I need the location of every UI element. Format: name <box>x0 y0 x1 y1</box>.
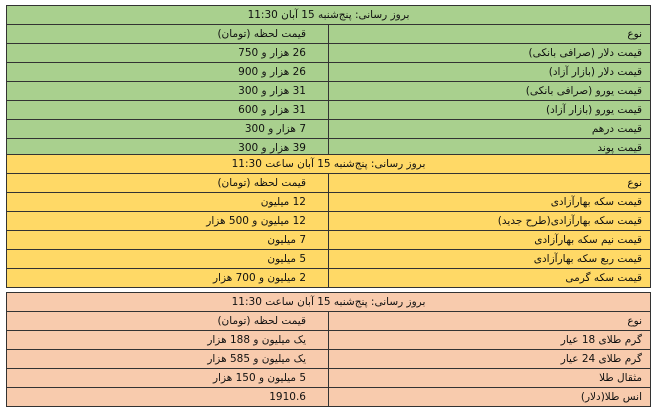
column-header-price: قیمت لحظه (تومان) <box>7 312 329 331</box>
table-row <box>7 250 651 269</box>
item-price: 5 میلیون و 150 هزار <box>7 369 329 388</box>
column-header-price: قیمت لحظه (تومان) <box>7 174 329 193</box>
item-type: قیمت درهم <box>329 120 651 139</box>
column-header-type: نوع <box>329 174 651 193</box>
item-price: یک میلیون و 188 هزار <box>7 331 329 350</box>
table-row <box>7 63 651 82</box>
table-header-row <box>7 312 651 331</box>
item-price: یک میلیون و 585 هزار <box>7 350 329 369</box>
item-price: 31 هزار و 300 <box>7 82 329 101</box>
item-type: انس طلا(دلار) <box>329 388 651 407</box>
item-price: 26 هزار و 900 <box>7 63 329 82</box>
table-row <box>7 350 651 369</box>
item-price: 7 میلیون <box>7 231 329 250</box>
item-type: قیمت دلار (بازار آزاد) <box>329 63 651 82</box>
item-type: قیمت ربع سکه بهارآزادی <box>329 250 651 269</box>
item-price: 1910.6 <box>7 388 329 407</box>
currency-price-table <box>6 5 651 158</box>
item-price: 26 هزار و 750 <box>7 44 329 63</box>
update-time-title: بروز رسانی: پنج‌شنبه 15 آبان ساعت 11:30 <box>7 155 651 174</box>
table-row <box>7 269 651 288</box>
update-time-title: بروز رسانی: پنج‌شنبه 15 آبان ساعت 11:30 <box>7 293 651 312</box>
item-price: 2 میلیون و 700 هزار <box>7 269 329 288</box>
item-type: قیمت نیم سکه بهارآزادی <box>329 231 651 250</box>
item-type: قیمت سکه بهارآزادی <box>329 193 651 212</box>
gold-price-table <box>6 292 651 407</box>
item-type: قیمت سکه گرمی <box>329 269 651 288</box>
table-title-row <box>7 293 651 312</box>
table-title-row <box>7 6 651 25</box>
table-header-row <box>7 25 651 44</box>
item-type: قیمت سکه بهارآزادی(طرح جدید) <box>329 212 651 231</box>
item-price: 5 میلیون <box>7 250 329 269</box>
item-type: قیمت پوند <box>329 139 651 158</box>
item-price: 12 میلیون <box>7 193 329 212</box>
item-price: 39 هزار و 300 <box>7 139 329 158</box>
table-row <box>7 101 651 120</box>
item-price: 12 میلیون و 500 هزار <box>7 212 329 231</box>
column-header-type: نوع <box>329 25 651 44</box>
item-type: مثقال طلا <box>329 369 651 388</box>
item-type: قیمت یورو (بازار آزاد) <box>329 101 651 120</box>
item-price: 31 هزار و 600 <box>7 101 329 120</box>
item-price: 7 هزار و 300 <box>7 120 329 139</box>
item-type: قیمت دلار (صرافی بانکی) <box>329 44 651 63</box>
column-header-price: قیمت لحظه (تومان) <box>7 25 329 44</box>
table-header-row <box>7 174 651 193</box>
table-title-row <box>7 155 651 174</box>
column-header-type: نوع <box>329 312 651 331</box>
table-row <box>7 369 651 388</box>
table-row <box>7 82 651 101</box>
update-time-title: بروز رسانی: پنج‌شنبه 15 آبان 11:30 <box>7 6 651 25</box>
coin-price-table <box>6 154 651 288</box>
table-row <box>7 331 651 350</box>
item-type: گرم طلای 18 عیار <box>329 331 651 350</box>
table-row <box>7 388 651 407</box>
item-type: قیمت یورو (صرافی بانکی) <box>329 82 651 101</box>
table-row <box>7 212 651 231</box>
table-row <box>7 120 651 139</box>
item-type: گرم طلای 24 عیار <box>329 350 651 369</box>
table-row <box>7 231 651 250</box>
table-row <box>7 44 651 63</box>
table-row <box>7 193 651 212</box>
